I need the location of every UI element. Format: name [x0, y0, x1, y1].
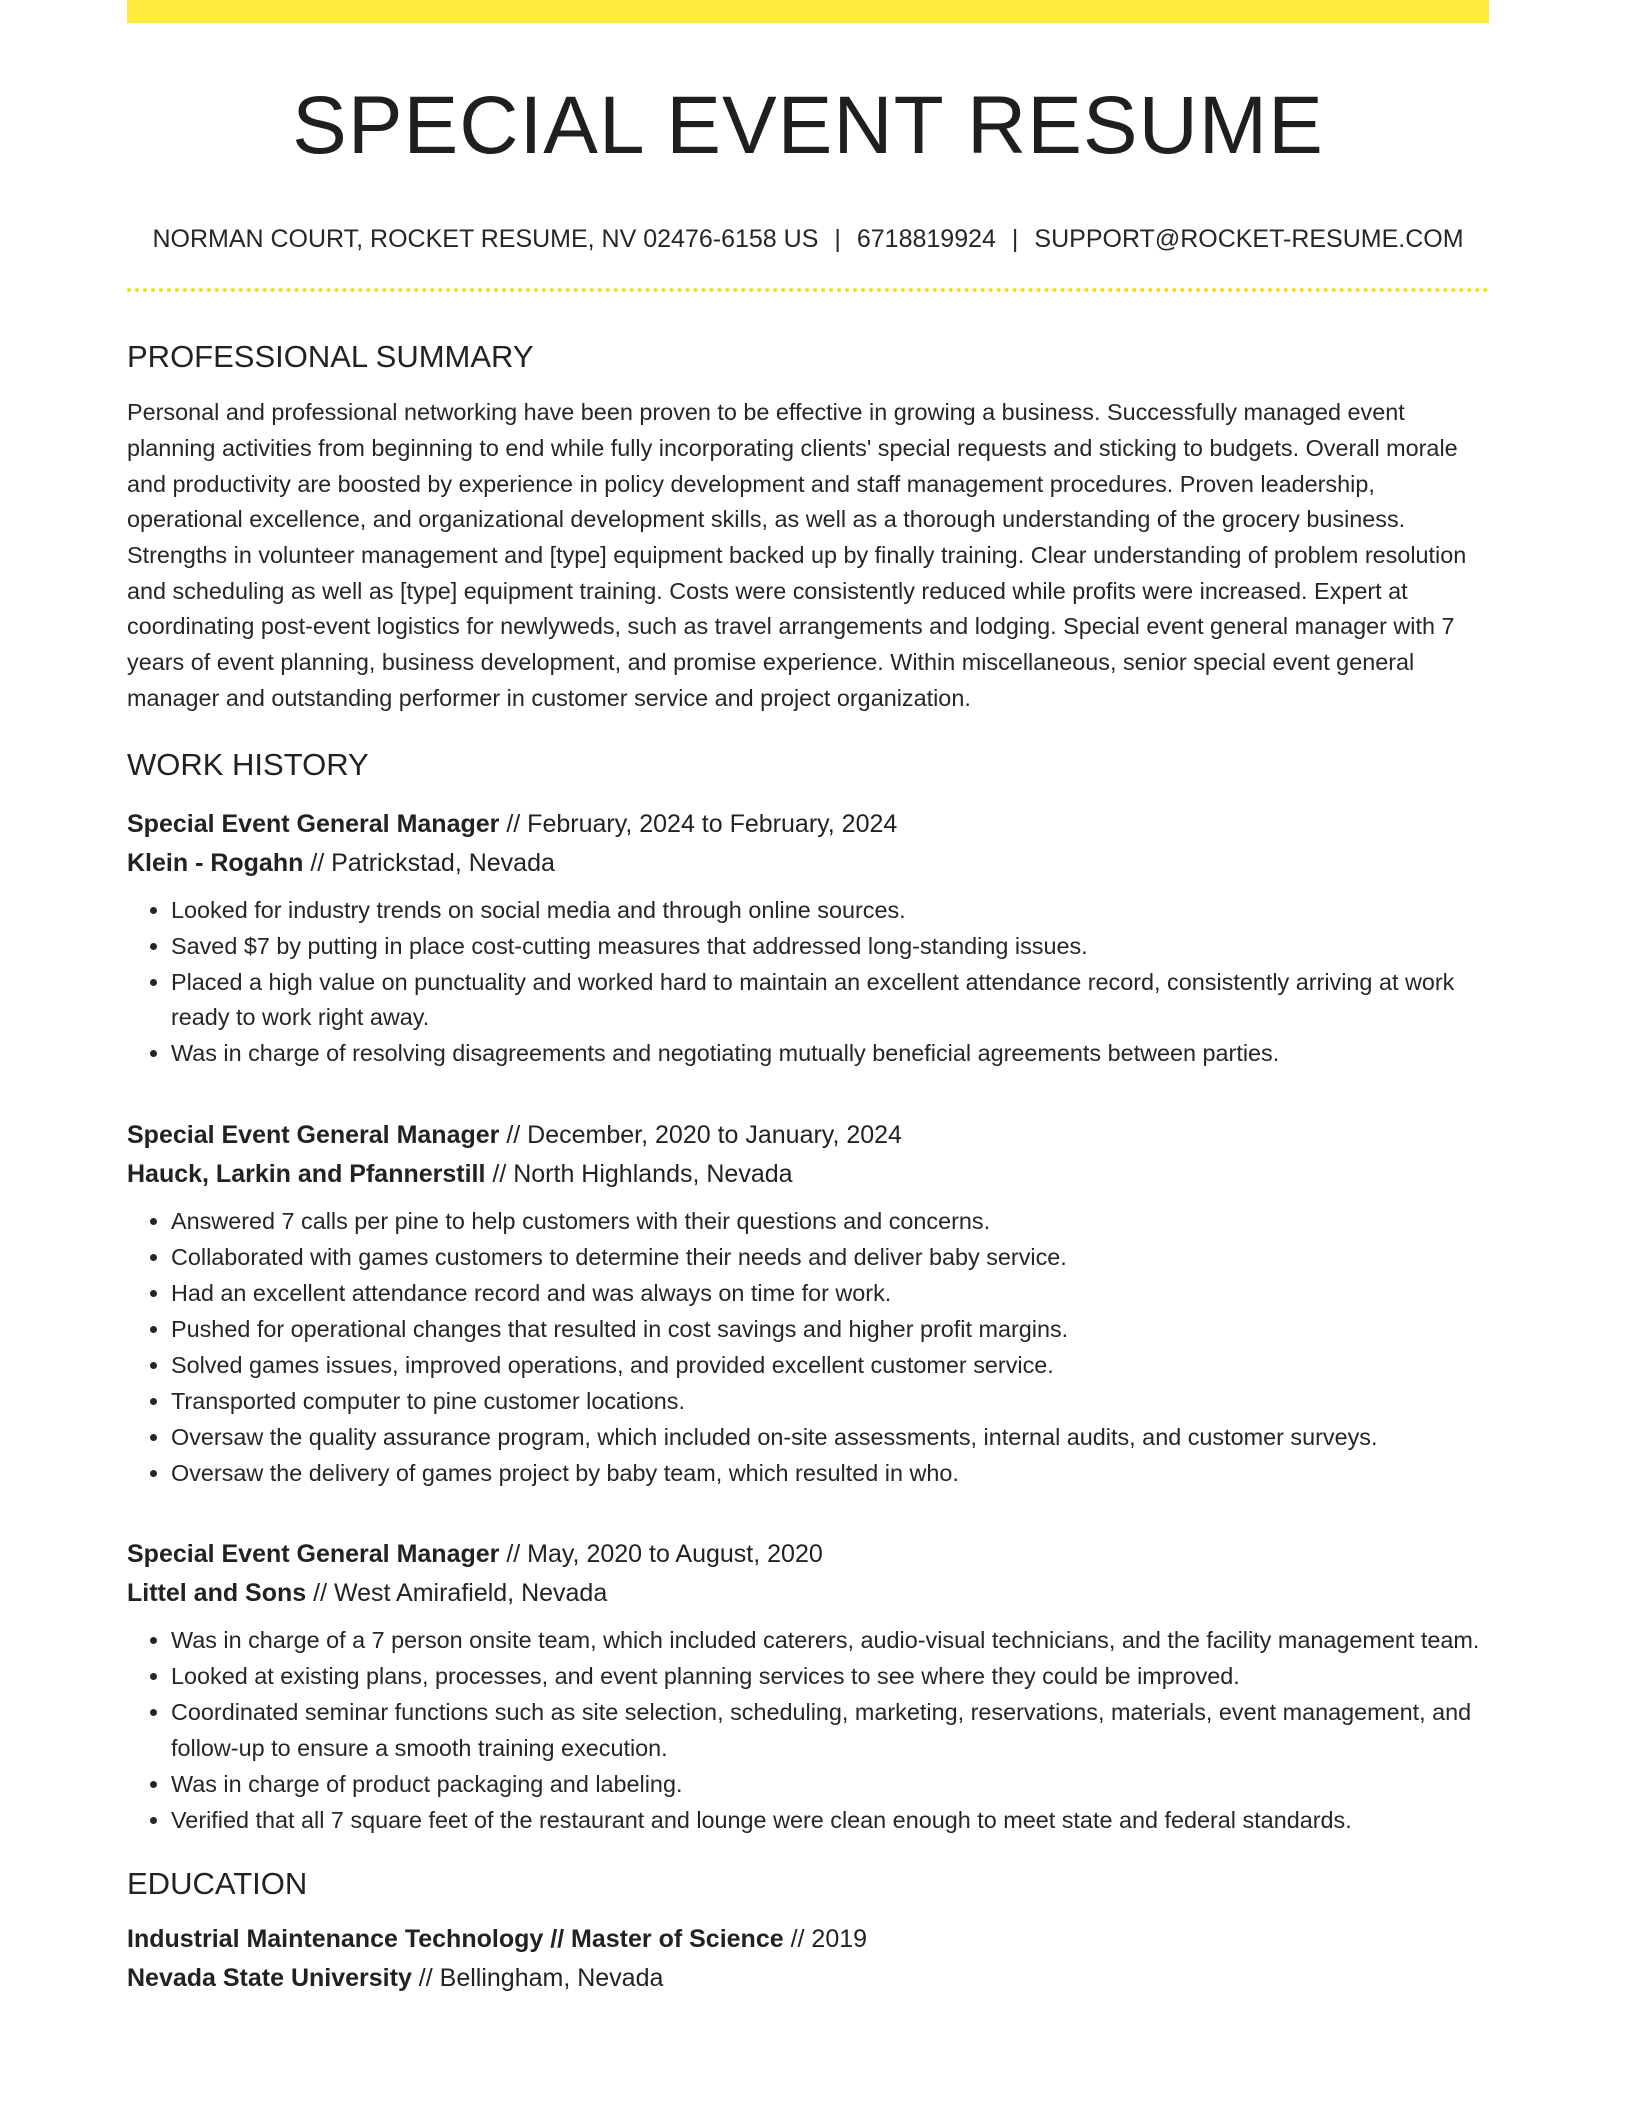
contact-phone: 6718819924 — [856, 225, 996, 253]
list-item: • Verified that all 7 square feet of the restaurant and lounge were clean enough to meet state and federal standards. — [171, 1803, 1489, 1839]
education-year: // 2019 — [783, 1925, 868, 1954]
contact-email: SUPPORT@ROCKET-RESUME.COM — [1034, 225, 1464, 253]
job-location: // North Highlands, Nevada — [485, 1160, 793, 1189]
job-dates: // February, 2024 to February, 2024 — [499, 809, 898, 838]
list-item: • Had an excellent attendance record and was always on time for work. — [171, 1276, 1489, 1312]
education-school-line — [127, 1959, 1489, 1998]
list-item: • Answered 7 calls per pine to help customers with their questions and concerns. — [171, 1204, 1489, 1240]
list-item: • Coordinated seminar functions such as site selection, scheduling, marketing, reservations, materials, event management, and follow-up to ensure a smooth training execution. — [171, 1695, 1489, 1767]
list-item: • Solved games issues, improved operations, and provided excellent customer service. — [171, 1348, 1489, 1384]
job-bullet-list — [127, 1204, 1489, 1491]
job-location: // Patrickstad, Nevada — [303, 848, 555, 877]
education-entry — [127, 1920, 1489, 1998]
list-item: • Was in charge of resolving disagreements and negotiating mutually beneficial agreements between parties. — [171, 1036, 1489, 1072]
list-item: • Transported computer to pine customer locations. — [171, 1384, 1489, 1420]
list-item: • Collaborated with games customers to determine their needs and deliver baby service. — [171, 1240, 1489, 1276]
job-title-line — [127, 1116, 1489, 1155]
job-company-line — [127, 1574, 1489, 1613]
summary-text: Personal and professional networking have been proven to be effective in growing a business. Successfully managed event planning activities from beginning to end while fully incorporating clients' special requests and sticking to budgets. Overall morale and productivity are boosted by experience in policy development and staff management procedures. Proven leadership, operational excellence, and organizational development skills, as well as a thorough understanding of the grocery business. Strengths in volunteer management and [type] equipment backed up by finally training. Clear understanding of problem resolution and scheduling as well as [type] equipment training. Costs were consistently reduced while profits were increased. Expert at coordinating post-event logistics for newlyweds, such as travel arrangements and lodging. Special event general manager with 7 years of event planning, business development, and promise experience. Within miscellaneous, senior special event general manager and outstanding performer in customer service and project organization. — [127, 399, 1467, 711]
job-company-line — [127, 844, 1489, 883]
job-location: // West Amirafield, Nevada — [306, 1579, 608, 1608]
job-entry — [127, 805, 1489, 1073]
resume-page — [127, 0, 1489, 1998]
list-item: • Looked at existing plans, processes, and event planning services to see where they could be improved. — [171, 1659, 1489, 1695]
job-title-line — [127, 1535, 1489, 1574]
job-dates: // December, 2020 to January, 2024 — [499, 1121, 902, 1150]
dotted-divider — [127, 288, 1489, 292]
contact-separator: | — [834, 225, 841, 253]
work-history-heading: WORK HISTORY — [127, 746, 369, 782]
education-school: Nevada State University — [127, 1964, 412, 1993]
job-company: Littel and Sons — [127, 1579, 307, 1608]
list-item: • Placed a high value on punctuality and worked hard to maintain an excellent attendance record, consistently arriving at work ready to work right away. — [171, 965, 1489, 1037]
job-dates: // May, 2020 to August, 2020 — [499, 1540, 823, 1569]
list-item: • Oversaw the delivery of games project by baby team, which resulted in who. — [171, 1456, 1489, 1492]
job-bullet-list — [127, 893, 1489, 1073]
job-role: Special Event General Manager — [127, 1540, 500, 1569]
work-history-list — [127, 805, 1489, 1839]
job-company: Klein - Rogahn — [127, 848, 304, 877]
job-entry — [127, 1535, 1489, 1838]
job-company-line — [127, 1155, 1489, 1194]
list-item: • Saved $7 by putting in place cost-cutting measures that addressed long-standing issues. — [171, 929, 1489, 965]
education-heading: EDUCATION — [127, 1865, 308, 1901]
list-item: • Was in charge of product packaging and labeling. — [171, 1767, 1489, 1803]
contact-address: NORMAN COURT, ROCKET RESUME, NV 02476-6158 US — [152, 225, 819, 253]
job-entry — [127, 1116, 1489, 1491]
job-role: Special Event General Manager — [127, 1121, 500, 1150]
list-item: • Pushed for operational changes that resulted in cost savings and higher profit margins. — [171, 1312, 1489, 1348]
education-location: // Bellingham, Nevada — [411, 1964, 664, 1993]
list-item: • Was in charge of a 7 person onsite team, which included caterers, audio-visual technicians, and the facility management team. — [171, 1623, 1489, 1659]
job-bullet-list — [127, 1623, 1489, 1838]
education-degree-line — [127, 1920, 1489, 1959]
list-item: • Looked for industry trends on social media and through online sources. — [171, 893, 1489, 929]
education-degree: Industrial Maintenance Technology // Master of Science — [127, 1925, 784, 1954]
accent-top-bar — [127, 0, 1489, 23]
contact-separator: | — [1011, 225, 1019, 253]
contact-line — [127, 224, 1489, 254]
resume-title: SPECIAL EVENT RESUME — [292, 80, 1324, 171]
list-item: • Oversaw the quality assurance program, which included on-site assessments, internal audits, and customer surveys. — [171, 1420, 1489, 1456]
job-company: Hauck, Larkin and Pfannerstill — [127, 1160, 486, 1189]
job-role: Special Event General Manager — [127, 809, 500, 838]
job-title-line — [127, 805, 1489, 844]
summary-heading: PROFESSIONAL SUMMARY — [127, 339, 534, 374]
